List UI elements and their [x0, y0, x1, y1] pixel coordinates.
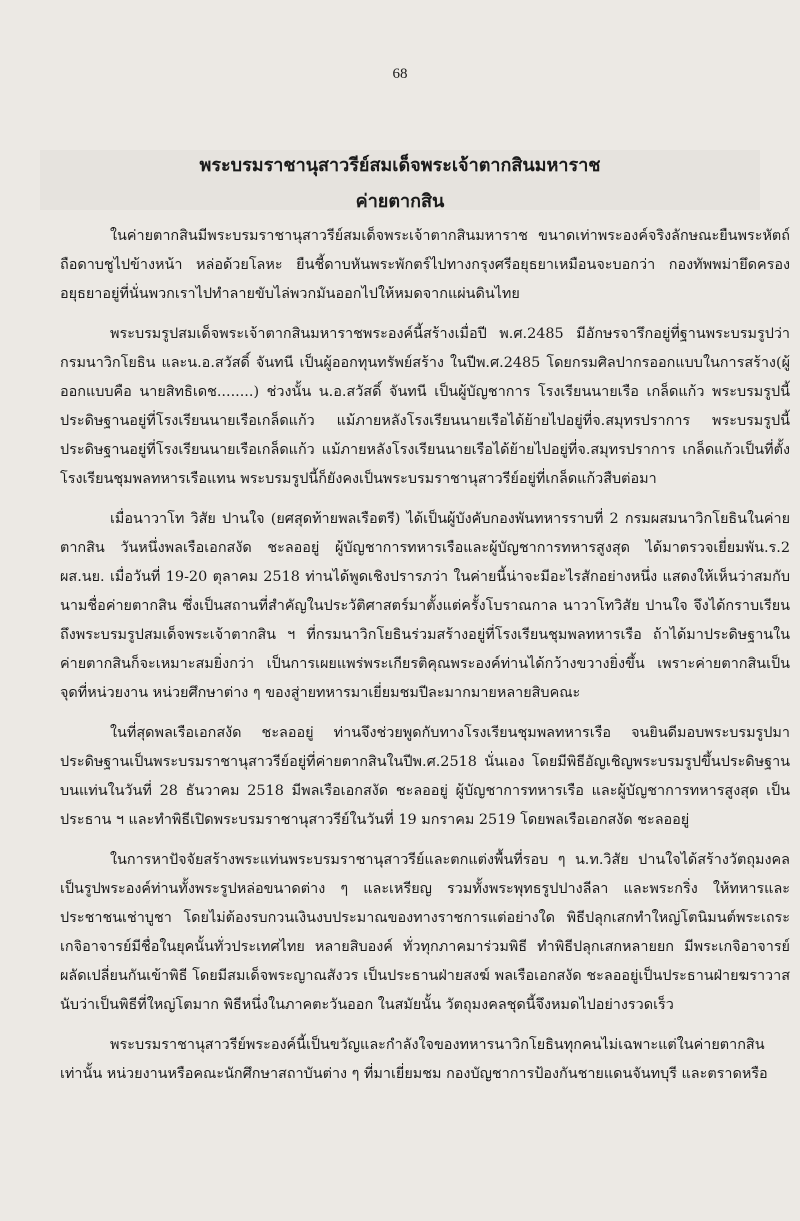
paragraph-4: ในที่สุดพลเรือเอกสงัด ชะลออยู่ ท่านจึงช่วยพูดกับทางโรงเรียนชุมพลทหารเรือ จนยินดีมอบพระบรมรูปมาประดิษฐานเป็นพระบรมราชานุสาวรีย์อยู่ที่ค่ายตากสินในปีพ.ศ.2518 นั่นเอง โดยมีพิธีอัญเชิญพระบรมรูปขึ้นประดิษฐานบนแท่นในวันที่ 28 ธันวาคม 2518 มีพลเรือเอกสงัด ชะลออยู่ ผู้บัญชาการทหารเรือ และผู้บัญชาการทหารสูงสุด เป็นประธาน ฯ และทำพิธีเปิดพระบรมราชานุสาวรีย์ในวันที่ 19 มกราคม 2519 โดยพลเรือเอกสงัด ชะลออยู่ [60, 725, 790, 828]
paragraph-2: พระบรมรูปสมเด็จพระเจ้าตากสินมหาราชพระองค์นี้สร้างเมื่อปี พ.ศ.2485 มีอักษรจารึกอยู่ที่ฐานพระบรมรูปว่ากรมนาวิกโยธิน และน.อ.สวัสดิ์ จันทนี เป็นผู้ออกทุนทรัพย์สร้าง ในปีพ.ศ.2485 โดยกรมศิลปากรออกแบบในการสร้าง(ผู้ออกแบบคือ นายสิทธิเดช........) ช่วงนั้น น.อ.สวัสดิ์ จันทนี เป็นผู้บัญชาการ โรงเรียนนายเรือ เกล็ดแก้ว พระบรมรูปนี้ประดิษฐานอยู่ที่โรงเรียนนายเรือเกล็ดแก้ว แม้ภายหลังโรงเรียนนายเรือได้ย้ายไปอยู่ที่จ.สมุทรปราการ พระบรมรูปนี้ประดิษฐานอยู่ที่โรงเรียนนายเรือเกล็ดแก้ว แม้ภายหลังโรงเรียนนายเรือได้ย้ายไปอยู่ที่จ.สมุทรปราการ เกล็ดแก้วเป็นที่ตั้งโรงเรียนชุมพลทหารเรือแทน พระบรมรูปนี้ก็ยังคงเป็นพระบรมราชานุสาวรีย์อยู่ที่เกล็ดแก้วสืบต่อมา [60, 326, 790, 487]
document-body [60, 222, 790, 1100]
paragraph-5: ในการหาปัจจัยสร้างพระแท่นพระบรมราชานุสาวรีย์และตกแต่งพื้นที่รอบ ๆ น.ท.วิสัย ปานใจได้สร้างวัตถุมงคลเป็นรูปพระองค์ท่านทั้งพระรูปหล่อขนาดต่าง ๆ และเหรียญ รวมทั้งพระพุทธรูปปางลีลา และพระกริ่ง ให้ทหารและประชาชนเช่าบูชา โดยไม่ต้องรบกวนเงินงบประมาณของทางราชการแต่อย่างใด พิธีปลุกเสกทำใหญ่โตนิมนต์พระเถระเกจิอาจารย์มีชื่อในยุคนั้นทั่วประเทศไทย หลายสิบองค์ ทั่วทุกภาคมาร่วมพิธี ทำพิธีปลุกเสกหลายยก มีพระเกจิอาจารย์ผลัดเปลี่ยนกันเข้าพิธี โดยมีสมเด็จพระญาณสังวร เป็นประธานฝ่ายสงฆ์ พลเรือเอกสงัด ชะลออยู่เป็นประธานฝ่ายฆราวาส นับว่าเป็นพิธีที่ใหญ่โตมาก พิธีหนึ่งในภาคตะวันออก ในสมัยนั้น วัตถุมงคลชุดนี้จึงหมดไปอย่างรวดเร็ว [60, 852, 790, 1013]
page-number: 68 [392, 66, 408, 82]
paragraph-3: เมื่อนาวาโท วิสัย ปานใจ (ยศสุดท้ายพลเรือตรี) ได้เป็นผู้บังคับกองพันทหารราบที่ 2 กรมผสมนาวิกโยธินในค่ายตากสิน วันหนึ่งพลเรือเอกสงัด ชะลออยู่ ผู้บัญชาการทหารเรือและผู้บัญชาการทหารสูงสุด ได้มาตรวจเยี่ยมพัน.ร.2 ผส.นย. เมื่อวันที่ 19-20 ตุลาคม 2518 ท่านได้พูดเชิงปรารภว่า ในค่ายนี้น่าจะมีอะไรสักอย่างหนึ่ง แสดงให้เห็นว่าสมกับนามชื่อค่ายตากสิน ซึ่งเป็นสถานที่สำคัญในประวัติศาสตร์มาตั้งแต่ครั้งโบราณกาล นาวาโทวิสัย ปานใจ จึงได้กราบเรียนถึงพระบรมรูปสมเด็จพระเจ้าตากสิน ฯ ที่กรมนาวิกโยธินร่วมสร้างอยู่ที่โรงเรียนชุมพลทหารเรือ ถ้าได้มาประดิษฐานในค่ายตากสินก็จะเหมาะสมยิ่งกว่า เป็นการเผยแพร่พระเกียรติคุณพระองค์ท่านได้กว้างขวางยิ่งขึ้น เพราะค่ายตากสินเป็นจุดที่หน่วยงาน หน่วยศึกษาต่าง ๆ ของสู่ายทหารมาเยี่ยมชมปีละมากมายหลายสิบคณะ [60, 511, 790, 701]
section-subtitle: ค่ายตากสิน [355, 191, 445, 212]
paragraph-6: พระบรมราชานุสาวรีย์พระองค์นี้เป็นขวัญและกำลังใจของทหารนาวิกโยธินทุกคนไม่เฉพาะแต่ในค่ายตากสินเท่านั้น หน่วยงานหรือคณะนักศึกษาสถาบันต่าง ๆ ที่มาเยี่ยมชม กองบัญชาการป้องกันชายแดนจันทบุรี และตราดหรือ [60, 1037, 768, 1082]
paragraph-1: ในค่ายตากสินมีพระบรมราชานุสาวรีย์สมเด็จพระเจ้าตากสินมหาราช ขนาดเท่าพระองค์จริงลักษณะยืนพระหัตถ์ถือดาบชูไปข้างหน้า หล่อด้วยโลหะ ยืนชี้ดาบหันพระพักตร์ไปทางกรุงศรีอยุธยาเหมือนจะบอกว่า กองทัพพม่ายึดครองอยุธยาอยู่ที่นั่นพวกเราไปทำลายขับไล่พวกมันออกไปให้หมดจากแผ่นดินไทย [60, 228, 790, 302]
page-title: พระบรมราชานุสาวรีย์สมเด็จพระเจ้าตากสินมหาราช [199, 155, 601, 176]
